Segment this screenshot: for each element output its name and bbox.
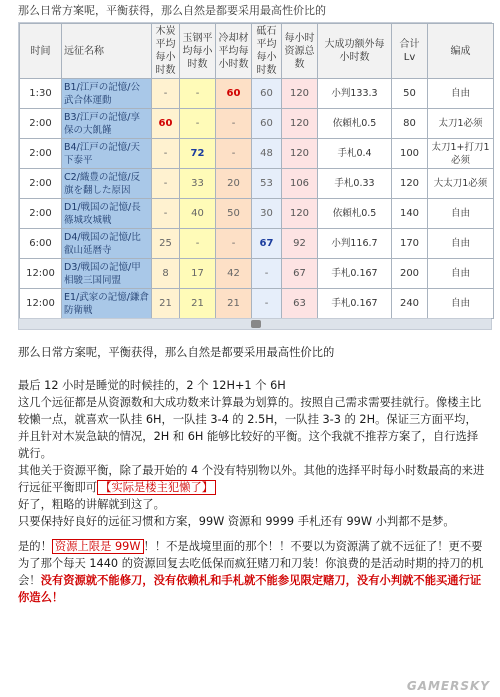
- cell-route: D1/戦国の記憶/長篠城攻城戦: [62, 199, 152, 229]
- cell-route: E1/武家の記憶/鎌倉防衛戦: [62, 289, 152, 319]
- header-hour: 每小时资源总数: [282, 24, 318, 79]
- header-stone: 砥石平均每小时数: [252, 24, 282, 79]
- cell-cold: 60: [216, 79, 252, 109]
- cell-cold: 50: [216, 199, 252, 229]
- paragraph-end-lecture: 好了，粗略的讲解就到这了。: [18, 498, 165, 511]
- cell-route: B1/江戸の記憶/公武合体運動: [62, 79, 152, 109]
- cell-cold: -: [216, 229, 252, 259]
- header-team: 编成: [428, 24, 494, 79]
- header-lv: 合计Lv: [392, 24, 428, 79]
- cell-stone: 60: [252, 79, 282, 109]
- table-row: [20, 139, 494, 169]
- article-body: [18, 344, 488, 606]
- cell-jade: 17: [180, 259, 216, 289]
- cell-wood: -: [152, 139, 180, 169]
- header-time: 时间: [20, 24, 62, 79]
- table-row: [20, 79, 494, 109]
- cell-hour: 120: [282, 109, 318, 139]
- cell-hour: 67: [282, 259, 318, 289]
- cell-team: 自由: [428, 199, 494, 229]
- cell-hour: 92: [282, 229, 318, 259]
- cell-reward: 小判116.7: [318, 229, 392, 259]
- cell-stone: -: [252, 289, 282, 319]
- cell-time: 2:00: [20, 199, 62, 229]
- cell-route: B3/江戸の記憶/享保の大飢饉: [62, 109, 152, 139]
- cell-lv: 100: [392, 139, 428, 169]
- cell-reward: 手札0.4: [318, 139, 392, 169]
- paragraph-warning: [18, 538, 488, 606]
- warning-lead: 是的！: [18, 540, 52, 553]
- cell-jade: 72: [180, 139, 216, 169]
- cell-wood: 21: [152, 289, 180, 319]
- cell-reward: 手札0.167: [318, 259, 392, 289]
- expedition-table-screenshot: [18, 22, 492, 330]
- header-wood: 木炭平均每小时数: [152, 24, 180, 79]
- cell-jade: 33: [180, 169, 216, 199]
- paragraph-explain: 这几个远征都是从资源数和大成功数来计算最为划算的。按照自己需求需要挂就行。像楼主比较懒一点，就喜欢一队挂 6H，一队挂 3-4 的 2.5H，一队挂 3-3 的 2H。保证三方面平均，并且针对木炭急缺的情况，2H 和 6H 能够比较好的平衡。这个我就不推荐方案了，自行选择就行。: [18, 396, 482, 460]
- scroll-thumb[interactable]: [251, 320, 261, 328]
- cell-lv: 120: [392, 169, 428, 199]
- cell-wood: -: [152, 79, 180, 109]
- cell-lv: 200: [392, 259, 428, 289]
- cell-route: B4/江戸の記憶/天下泰平: [62, 139, 152, 169]
- cell-jade: -: [180, 229, 216, 259]
- cell-lv: 80: [392, 109, 428, 139]
- cell-stone: 48: [252, 139, 282, 169]
- cell-hour: 120: [282, 79, 318, 109]
- cell-lv: 50: [392, 79, 428, 109]
- cell-wood: 8: [152, 259, 180, 289]
- cell-reward: 依頼札0.5: [318, 109, 392, 139]
- table-row: [20, 169, 494, 199]
- cell-time: 12:00: [20, 289, 62, 319]
- cell-route: D3/戦国の記憶/甲相駿三国同盟: [62, 259, 152, 289]
- cell-team: 自由: [428, 259, 494, 289]
- table-row: [20, 109, 494, 139]
- cell-reward: 依頼札0.5: [318, 199, 392, 229]
- cell-wood: -: [152, 199, 180, 229]
- cell-team: 太刀1必须: [428, 109, 494, 139]
- paragraph-balance: [18, 462, 488, 496]
- cell-cold: -: [216, 139, 252, 169]
- paragraph-habit: 只要保持好良好的远征习惯和方案，99W 资源和 9999 手札还有 99W 小判都不是梦。: [18, 515, 455, 528]
- cell-reward: 小判133.3: [318, 79, 392, 109]
- paragraph-night: 最后 12 小时是睡觉的时候挂的，2 个 12H+1 个 6H: [18, 379, 286, 392]
- cell-wood: 25: [152, 229, 180, 259]
- cell-stone: 53: [252, 169, 282, 199]
- cell-jade: -: [180, 79, 216, 109]
- cell-route: D4/戦国の記憶/比叡山延暦寺: [62, 229, 152, 259]
- cell-team: 自由: [428, 229, 494, 259]
- table-row: [20, 199, 494, 229]
- balance-text: 其他关于资源平衡，除了最开始的 4 个没有特别物以外。其他的选择平时每小时数最高的来进行远征平衡即可: [18, 464, 485, 494]
- header-route: 远征名称: [62, 24, 152, 79]
- cell-wood: 60: [152, 109, 180, 139]
- cell-team: 自由: [428, 79, 494, 109]
- cell-lv: 140: [392, 199, 428, 229]
- table-caption: 那么日常方案呢，平衡获得，那么自然是都要采用最高性价比的: [18, 4, 326, 17]
- header-jade: 玉钢平均每小时数: [180, 24, 216, 79]
- cell-time: 2:00: [20, 109, 62, 139]
- cell-reward: 手札0.33: [318, 169, 392, 199]
- table-row: [20, 229, 494, 259]
- cell-stone: -: [252, 259, 282, 289]
- cell-cold: -: [216, 109, 252, 139]
- cell-time: 12:00: [20, 259, 62, 289]
- cell-hour: 120: [282, 139, 318, 169]
- lazy-note: 【实际是楼主犯懒了】: [97, 480, 216, 495]
- cell-cold: 21: [216, 289, 252, 319]
- cell-jade: 21: [180, 289, 216, 319]
- cell-hour: 63: [282, 289, 318, 319]
- cell-time: 2:00: [20, 139, 62, 169]
- cell-stone: 67: [252, 229, 282, 259]
- cell-time: 6:00: [20, 229, 62, 259]
- cell-stone: 60: [252, 109, 282, 139]
- cell-time: 2:00: [20, 169, 62, 199]
- cell-wood: -: [152, 169, 180, 199]
- cell-route: C2/織豊の記憶/反旗を翻した原因: [62, 169, 152, 199]
- table-row: [20, 289, 494, 319]
- cell-time: 1:30: [20, 79, 62, 109]
- cell-team: 自由: [428, 289, 494, 319]
- warning-conclusion: 没有资源就不能修刀，没有依赖札和手札就不能参见限定赌刀，没有小判就不能买通行证你造么！: [18, 574, 482, 604]
- warning-body: ！！不是战境里面的那个！！不要以为资源满了就不远征了！更不要为了那个每天 1440 的资源回复去吃低保而疯狂赌刀和刀装！你浪费的是活动时期的持刀的机会！: [18, 540, 484, 587]
- cell-jade: 40: [180, 199, 216, 229]
- cell-lv: 240: [392, 289, 428, 319]
- cell-cold: 20: [216, 169, 252, 199]
- header-cold: 冷却材平均每小时数: [216, 24, 252, 79]
- cell-hour: 106: [282, 169, 318, 199]
- cell-team: 太刀1+打刀1必须: [428, 139, 494, 169]
- cell-cold: 42: [216, 259, 252, 289]
- paragraph-intro: 那么日常方案呢，平衡获得，那么自然是都要采用最高性价比的: [18, 346, 335, 359]
- expedition-table: [19, 23, 494, 319]
- cell-stone: 30: [252, 199, 282, 229]
- watermark-logo: GAMERSKY: [406, 679, 490, 693]
- cell-jade: -: [180, 109, 216, 139]
- header-reward: 大成功额外每小时数: [318, 24, 392, 79]
- cell-hour: 120: [282, 199, 318, 229]
- resource-cap-highlight: 资源上限是 99W: [52, 539, 144, 554]
- cell-lv: 170: [392, 229, 428, 259]
- cell-team: 大太刀1必须: [428, 169, 494, 199]
- cell-reward: 手札0.167: [318, 289, 392, 319]
- table-row: [20, 259, 494, 289]
